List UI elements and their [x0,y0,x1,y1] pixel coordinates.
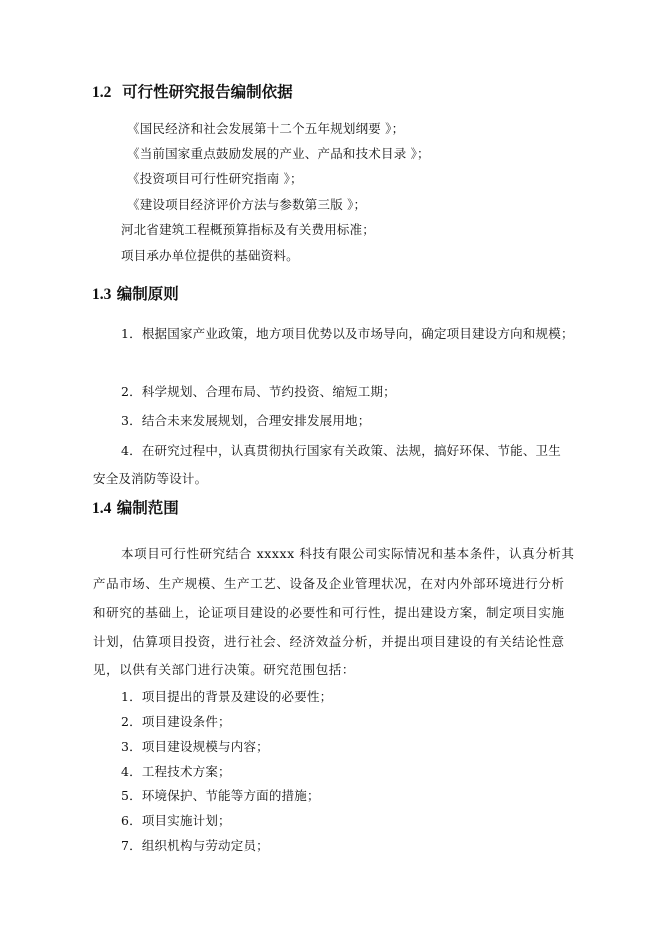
basis-item: 《建设项目经济评价方法与参数第三版 》； [127,197,367,212]
principle-item-continuation: 安全及消防等设计。 [93,471,208,486]
section-1-2-heading [92,80,293,102]
scope-item: 5．环境保护、节能等方面的措施； [121,788,320,803]
scope-item: 2．项目建设条件； [121,714,231,729]
principle-item: 2．科学规划、合理布局、节约投资、缩短工期； [121,384,396,399]
principle-item: 3．结合未来发展规划，合理安排发展用地； [121,413,371,428]
basis-item: 项目承办单位提供的基础资料。 [121,248,299,263]
basis-item: 《国民经济和社会发展第十二个五年规划纲要 》； [127,121,405,136]
scope-paragraph-line: 本项目可行性研究结合 xxxxx 科技有限公司实际情况和基本条件，认真分析其 [121,546,575,561]
section-title: 编制原则 [116,284,179,303]
section-1-4-heading [92,496,179,518]
scope-item: 6．项目实施计划； [121,813,231,828]
scope-item: 4．工程技术方案； [121,764,231,779]
principle-item: 4．在研究过程中，认真贯彻执行国家有关政策、法规，搞好环保、节能、卫生 [121,443,561,458]
scope-paragraph-line: 和研究的基础上，论证项目建设的必要性和可行性，提出建设方案，制定项目实施 [93,605,565,620]
section-1-3-heading [92,282,179,304]
section-number: 1.4 [92,500,112,517]
scope-item: 7．组织机构与劳动定员； [121,838,269,853]
basis-item: 《当前国家重点鼓励发展的产业、产品和技术目录 》； [127,146,430,161]
scope-paragraph-line: 见，以供有关部门进行决策。研究范围包括： [93,662,356,677]
basis-item: 河北省建筑工程概预算指标及有关费用标准； [121,222,376,237]
scope-item: 3．项目建设规模与内容； [121,739,269,754]
scope-paragraph-line: 计划，估算项目投资，进行社会、经济效益分析，并提出项目建设的有关结论性意 [93,634,565,649]
section-number: 1.3 [92,286,112,303]
basis-item: 《投资项目可行性研究指南 》； [127,171,303,186]
section-title: 编制范围 [116,498,179,517]
section-title: 可行性研究报告编制依据 [122,82,293,101]
scope-item: 1．项目提出的背景及建设的必要性； [121,689,333,704]
scope-paragraph-line: 产品市场、生产规模、生产工艺、设备及企业管理状况，在对内外部环境进行分析 [93,576,565,591]
section-number: 1.2 [92,84,112,101]
principle-item: 1．根据国家产业政策，地方项目优势以及市场导向，确定项目建设方向和规模； [121,326,574,341]
